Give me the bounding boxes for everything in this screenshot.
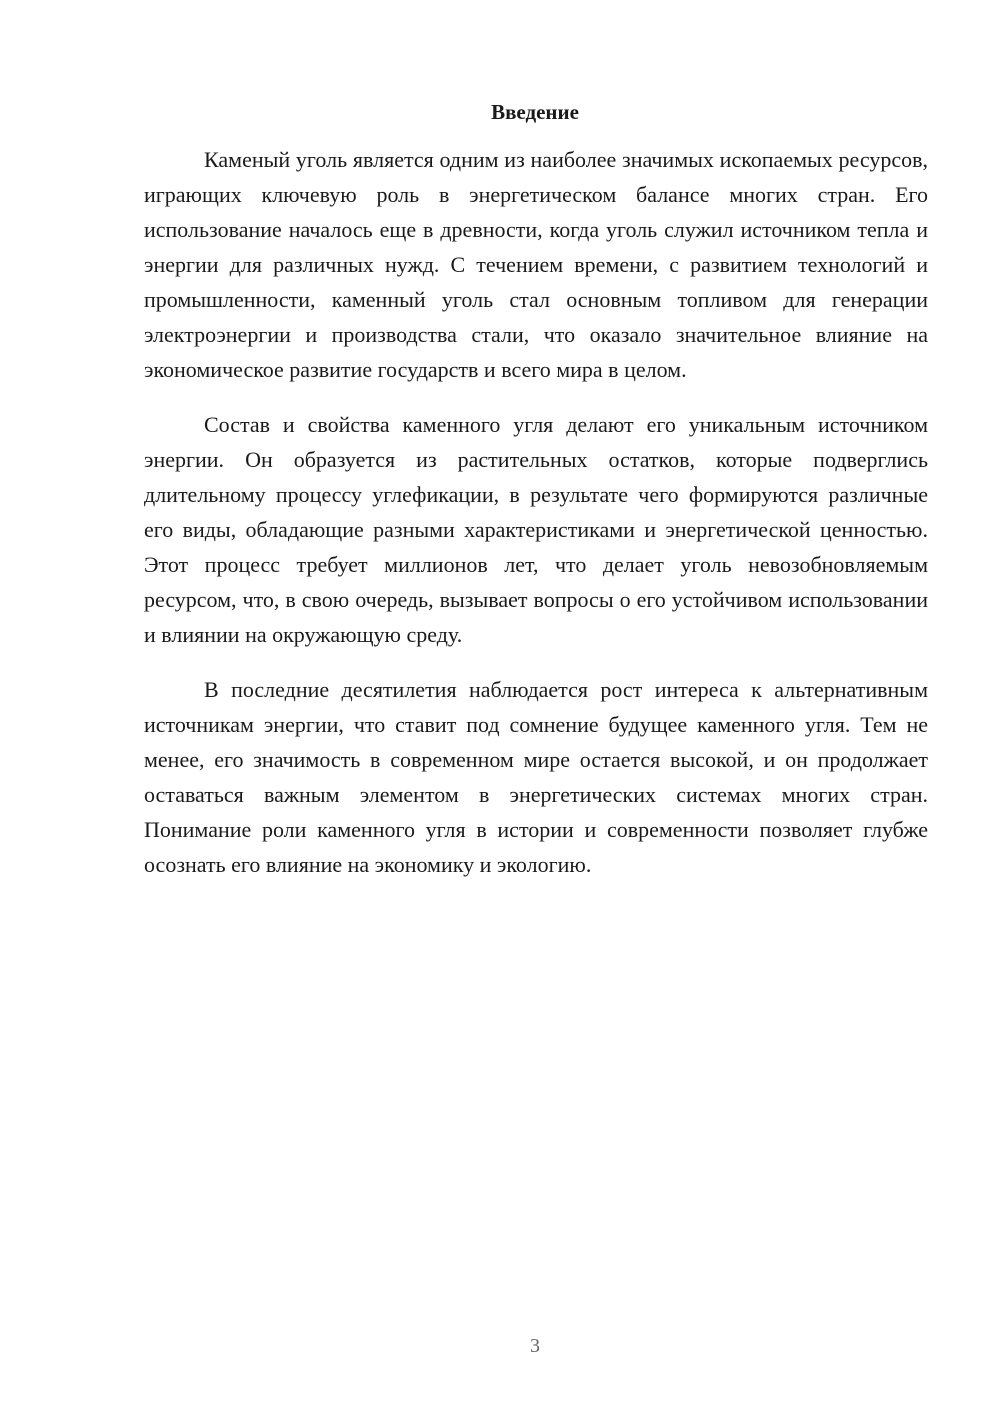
page-number: 3 xyxy=(530,1335,540,1357)
body-text xyxy=(144,142,928,902)
paragraph-3: В последние десятилетия наблюдается рост интереса к альтернативным источникам энергии, что ставит под сомнение будущее каменного угля. Тем не менее, его значимость в современном мире остается высокой, и он продолжает оставаться важным элементом в энергетических системах многих стран. Понимание роли каменного угля в истории и современности позволяет глубже осознать его влияние на экономику и экологию. xyxy=(144,677,928,877)
paragraph-1: Каменый уголь является одним из наиболее значимых ископаемых ресурсов, играющих ключевую роль в энергетическом балансе многих стран. Его использование началось еще в древности, когда уголь служил источником тепла и энергии для различных нужд. С течением времени, с развитием технологий и промышленности, каменный уголь стал основным топливом для генерации электроэнергии и производства стали, что оказало значительное влияние на экономическое развитие государств и всего мира в целом. xyxy=(144,147,928,382)
paragraph-2: Состав и свойства каменного угля делают его уникальным источником энергии. Он образуется из растительных остатков, которые подверглись длительному процессу углефикации, в результате чего формируются различные его виды, обладающие разными характеристиками и энергетической ценностью. Этот процесс требует миллионов лет, что делает уголь невозобновляемым ресурсом, что, в свою очередь, вызывает вопросы о его устойчивом использовании и влиянии на окружающую среду. xyxy=(144,412,928,647)
page-title: Введение xyxy=(491,100,579,124)
